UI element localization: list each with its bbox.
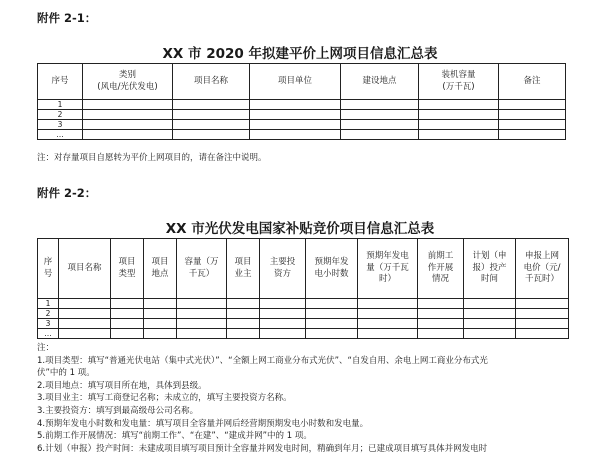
header-line: 容量（万: [184, 257, 219, 268]
header-line: 预期年发电: [366, 251, 409, 262]
attachment-2-2-label: 附件 2-2：: [37, 186, 97, 200]
row-number: 3: [38, 120, 83, 130]
table-row: [38, 329, 569, 339]
header-line: 项目名称: [67, 262, 102, 273]
header-line: 号: [43, 268, 53, 279]
table2-header-cell: [418, 239, 464, 299]
note-line: 3.主要投资方：填写到最高级母公司名称。: [37, 405, 199, 416]
header-project-unit: 项目单位: [250, 64, 341, 100]
header-line: 时间: [480, 274, 498, 285]
header-capacity-line1: 装机容量: [441, 70, 476, 81]
table2-header-cell: [227, 239, 260, 299]
header-line: 量（万千瓦: [366, 262, 409, 273]
table-row: [38, 120, 566, 130]
table-row: [38, 100, 566, 110]
table2-notes: [37, 342, 577, 455]
table2-title: XX 市光伏发电国家补贴竞价项目信息汇总表: [165, 221, 435, 237]
header-project-name: 项目名称: [173, 64, 250, 100]
table2-header-cell: [260, 239, 306, 299]
row-number: …: [38, 329, 59, 339]
header-line: 业主: [234, 268, 252, 279]
header-line: 项目: [118, 257, 136, 268]
note-line: 3.项目业主：填写工商登记名称；未成立的，填写主要投资方名称。: [37, 393, 292, 404]
table2-header-cell: [177, 239, 227, 299]
table2-header-cell: [38, 239, 59, 299]
table2-header-cell: [516, 239, 569, 299]
header-category: [83, 64, 173, 100]
table-row: [38, 130, 566, 140]
header-line: 地点: [151, 268, 169, 279]
table2-header-cell: [144, 239, 177, 299]
header-category-line2: (风电/光伏发电): [97, 81, 158, 92]
project-summary-table-2020: [37, 63, 566, 140]
header-category-line1: 类别: [118, 70, 136, 81]
table2-header-cell: [358, 239, 418, 299]
header-line: 项目: [151, 257, 169, 268]
header-line: 类型: [118, 268, 136, 279]
header-line: 情况: [431, 274, 449, 285]
table-row: [38, 319, 569, 329]
note-line: 6.计划（申报）投产时间：未建成项目填写项目预计全容量并网发电时间，精确到年月；已建成项目填写具体并网发电时: [37, 443, 488, 454]
note-line: 4.预期年发电小时数和发电量：填写项目全容量并网后经营期预期发电小时数和发电量。: [37, 418, 369, 429]
table1-title: XX 市 2020 年拟建平价上网项目信息汇总表: [162, 46, 438, 62]
header-line: 报）投产: [472, 262, 507, 273]
note-line: 5.前期工作开展情况：填写“前期工作”、“在建”、“建成并网”中的 1 项。: [37, 431, 312, 442]
table1-note: 注：对存量项目自愿转为平价上网项目的，请在备注中说明。: [37, 153, 267, 163]
header-line: 资方: [273, 268, 291, 279]
table2-header-cell: [306, 239, 358, 299]
table2-header-cell: [111, 239, 144, 299]
bidding-project-table: [37, 238, 569, 339]
table-row: [38, 110, 566, 120]
header-line: 电价（元/: [523, 262, 561, 273]
attachment-2-1-label: 附件 2-1：: [37, 11, 97, 25]
row-number: 3: [38, 319, 59, 329]
header-line: 前期工: [427, 251, 454, 262]
note-line: 伏”中的 1 项。: [37, 368, 95, 379]
header-line: 申报上网: [524, 251, 559, 262]
header-line: 电小时数: [314, 268, 349, 279]
note-line: 注：: [37, 343, 55, 353]
header-capacity-line2: (万千瓦): [442, 81, 475, 92]
header-serial: 序号: [38, 64, 83, 100]
header-line: 预期年发: [314, 257, 349, 268]
header-capacity: [419, 64, 499, 100]
row-number: 2: [38, 309, 59, 319]
table2-header-cell: [59, 239, 111, 299]
header-line: 序: [43, 257, 53, 268]
header-line: 项目: [234, 257, 252, 268]
table2-header-cell: [464, 239, 516, 299]
table-row: [38, 299, 569, 309]
row-number: 1: [38, 100, 83, 110]
header-line: 主要投: [269, 257, 296, 268]
header-location: 建设地点: [341, 64, 419, 100]
note-line: 2.项目地点：填写项目所在地，具体到县级。: [37, 380, 207, 391]
table-row: [38, 309, 569, 319]
header-line: 千瓦）: [188, 268, 215, 279]
header-line: 计划（申: [472, 251, 507, 262]
header-line: 作开展: [427, 262, 454, 273]
row-number: 1: [38, 299, 59, 309]
row-number: 2: [38, 110, 83, 120]
note-line: 1.项目类型：填写“普通光伏电站（集中式光伏）”、“全额上网工商业分布式光伏”、“自发自用、余电上网工商业分布式光: [37, 355, 488, 366]
header-line: 时）: [378, 274, 396, 285]
header-remarks: 备注: [499, 64, 566, 100]
row-number: …: [38, 130, 83, 140]
header-line: 千瓦时）: [524, 274, 559, 285]
